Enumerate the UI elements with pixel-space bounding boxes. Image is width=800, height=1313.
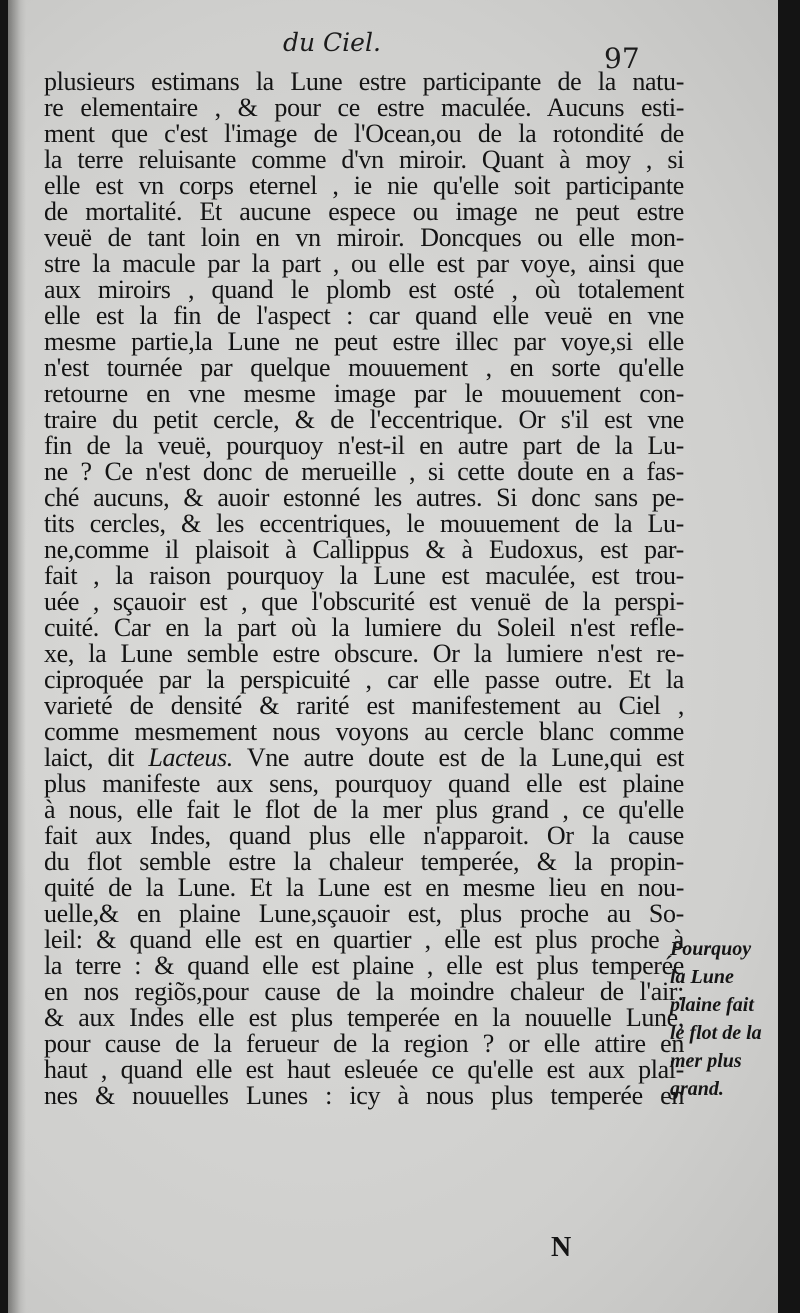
text-line: elle est vn corps eternel , ie nie qu'elle soit participante — [44, 171, 684, 200]
text-line: fait , la raison pourquoy la Lune est maculée, est trou- — [44, 561, 684, 590]
text-line: traire du petit cercle, & de l'eccentrique. Or s'il est vne — [44, 405, 684, 434]
marginal-note — [670, 935, 782, 1103]
text-line: leil: & quand elle est en quartier , elle est plus proche à — [44, 925, 684, 954]
text-line: en nos regiõs,pour cause de la moindre chaleur de l'air: — [44, 977, 684, 1006]
text-line: ciproquée par la perspicuité , car elle passe outre. Et la — [44, 665, 684, 694]
text-line: pour cause de la ferueur de la region ? or elle attire en — [44, 1029, 684, 1058]
text-line: la terre : & quand elle est plaine , elle est plus temperée — [44, 951, 684, 980]
text-line: haut , quand elle est haut esleuée ce qu'elle est aux plai- — [44, 1055, 684, 1084]
text-line: aux miroirs , quand le plomb est osté , où totalement — [44, 275, 684, 304]
text-line: retourne en vne mesme image par le mouuement con- — [44, 379, 684, 408]
text-line: fait aux Indes, quand plus elle n'apparoit. Or la cause — [44, 821, 684, 850]
text-line: du flot semble estre la chaleur temperée, & la propin- — [44, 847, 684, 876]
marginal-note-line: mer plus — [670, 1050, 742, 1072]
text-line: uelle,& en plaine Lune,sçauoir est, plus proche au So- — [44, 899, 684, 928]
marginal-note-line: plaine fait — [670, 994, 754, 1016]
text-line: ne ? Ce n'est donc de merueille , si cette doute en a fas- — [44, 457, 684, 486]
text-line: fin de la veuë, pourquoy n'est-il en autre part de la Lu- — [44, 431, 684, 460]
page-number: 97 — [604, 42, 640, 75]
text-fragment: Vne autre doute est de la Lune,qui est — [232, 743, 684, 772]
text-line: mesme partie,la Lune ne peut estre illec par voye,si elle — [44, 327, 684, 356]
marginal-note-line: grand. — [670, 1078, 724, 1100]
text-line: de mortalité. Et aucune espece ou image ne peut estre — [44, 197, 684, 226]
signature-mark: N — [551, 1232, 572, 1263]
text-fragment: laict, dit — [44, 743, 149, 772]
text-line: la terre reluisante comme d'vn miroir. Quant à moy , si — [44, 145, 684, 174]
text-line: cuité. Car en la part où la lumiere du Soleil n'est refle- — [44, 613, 684, 642]
text-line: à nous, elle fait le flot de la mer plus grand , ce qu'elle — [44, 795, 684, 824]
page-gutter-shadow — [8, 0, 26, 1313]
text-line: ne,comme il plaisoit à Callippus & à Eudoxus, est par- — [44, 535, 684, 564]
text-line: veuë de tant loin en vn miroir. Doncques ou elle mon- — [44, 223, 684, 252]
text-line: elle est la fin de l'aspect : car quand elle veuë en vne — [44, 301, 684, 330]
text-line: varieté de densité & rarité est manifestement au Ciel , — [44, 691, 684, 720]
text-line: tits cercles, & les eccentriques, le mouuement de la Lu- — [44, 509, 684, 538]
text-line: & aux Indes elle est plus temperée en la nouuelle Lune, — [44, 1003, 684, 1032]
text-line: stre la macule par la part , ou elle est par voye, ainsi que — [44, 249, 684, 278]
body-text — [44, 69, 684, 1109]
text-line: plus manifeste aux sens, pourquoy quand elle est plaine — [44, 769, 684, 798]
text-line: nes & nouuelles Lunes : icy à nous plus temperée en — [44, 1081, 684, 1110]
text-line: xe, la Lune semble estre obscure. Or la lumiere n'est re- — [44, 639, 684, 668]
text-line — [44, 745, 684, 771]
text-line: quité de la Lune. Et la Lune est en mesme lieu en nou- — [44, 873, 684, 902]
book-page — [8, 0, 778, 1313]
running-head: du Ciel. — [283, 28, 381, 57]
text-line: comme mesmement nous voyons au cercle blanc comme — [44, 717, 684, 746]
text-line: re elementaire , & pour ce estre maculée. Aucuns esti- — [44, 93, 684, 122]
italic-term: Lacteus. — [148, 743, 233, 772]
marginal-note-line: le flot de la — [670, 1022, 762, 1044]
text-line: plusieurs estimans la Lune estre participante de la natu- — [44, 67, 684, 96]
marginal-note-line: Pourquoy — [670, 938, 752, 960]
text-line: ment que c'est l'image de l'Ocean,ou de la rotondité de — [44, 119, 684, 148]
text-line: n'est tournée par quelque mouuement , en sorte qu'elle — [44, 353, 684, 382]
text-line: ché aucuns, & auoir estonné les autres. Si donc sans pe- — [44, 483, 684, 512]
text-line: uée , sçauoir est , que l'obscurité est venuë de la perspi- — [44, 587, 684, 616]
marginal-note-line: la Lune — [670, 966, 734, 988]
